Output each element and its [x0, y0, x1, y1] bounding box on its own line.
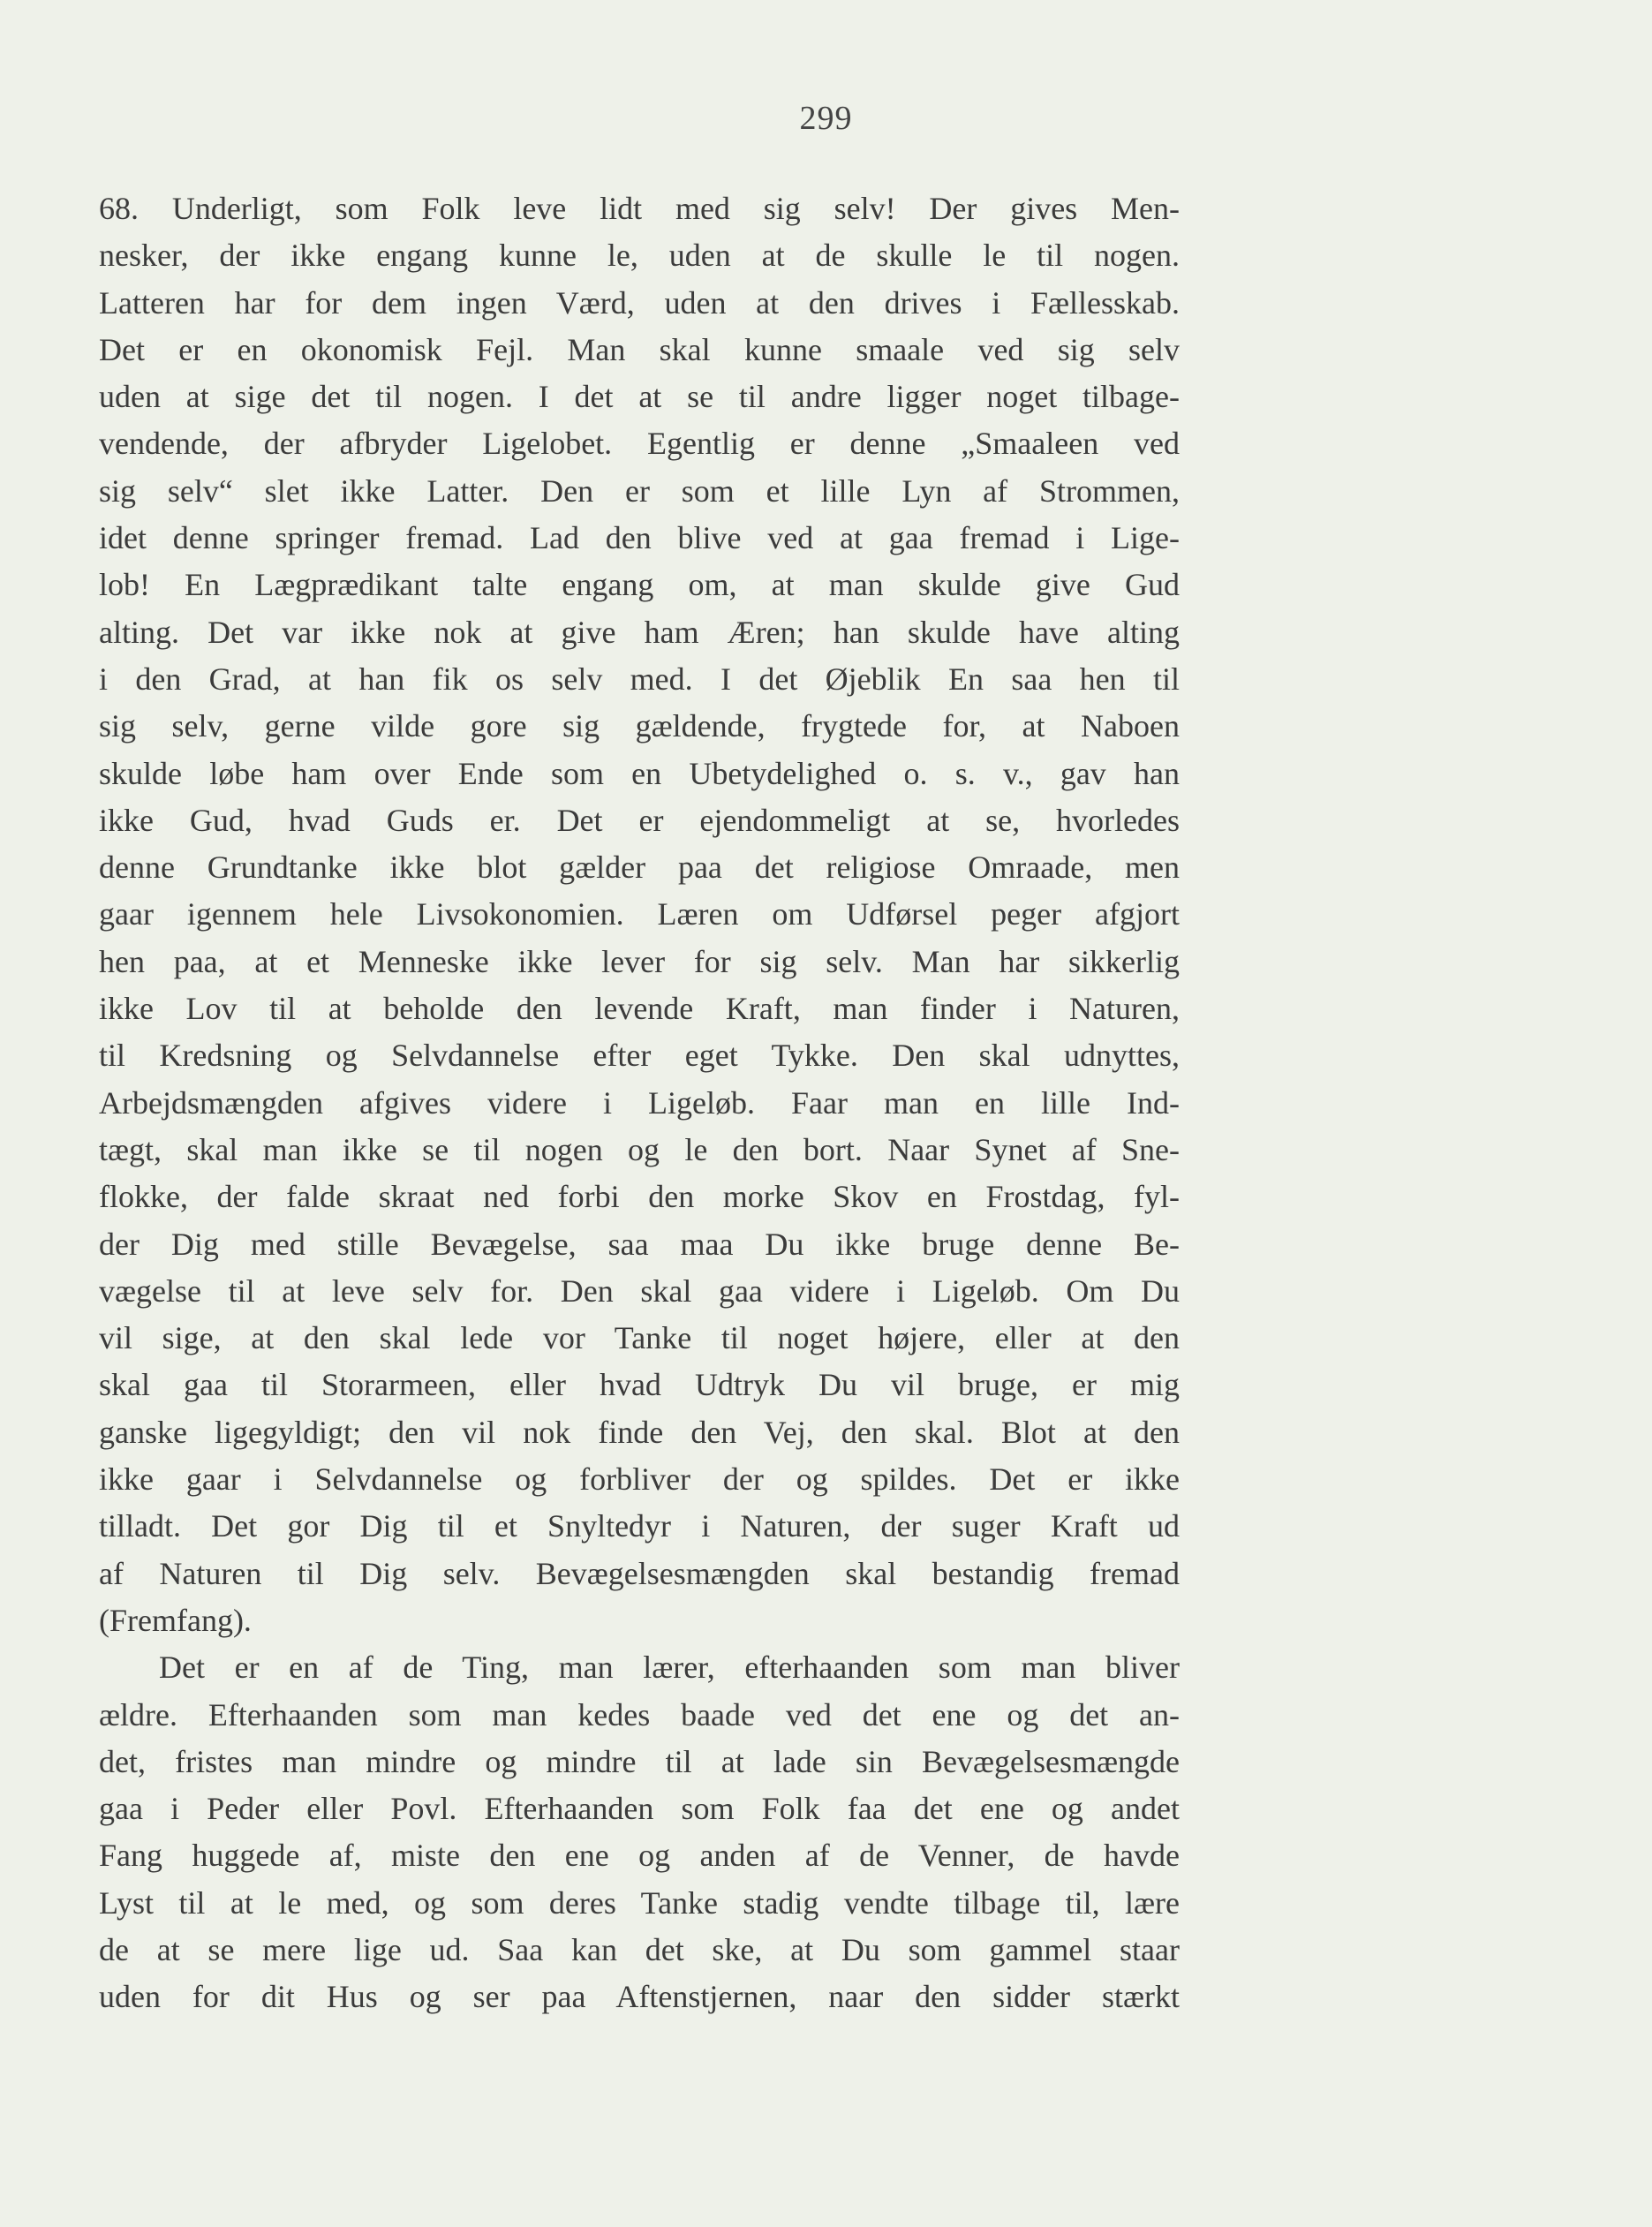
text-line: uden for dit Hus og ser paa Aftenstjernen, naar den sidder stærkt [99, 1979, 1180, 2015]
text-line: skal gaa til Storarmeen, eller hvad Udtryk Du vil bruge, er mig [99, 1367, 1180, 1403]
text-line: ikke gaar i Selvdannelse og forbliver der og spildes. Det er ikke [99, 1461, 1180, 1498]
page-number: 299 [799, 100, 853, 137]
text-line: tægt, skal man ikke se til nogen og le den bort. Naar Synet af Sne- [99, 1131, 1180, 1167]
text-line: flokke, der falde skraat ned forbi den morke Skov en Frostdag, fyl- [99, 1179, 1180, 1215]
text-line: idet denne springer fremad. Lad den blive ved at gaa fremad i Lige- [99, 520, 1180, 556]
text-line: Det er en af de Ting, man lærer, efterhaanden som man bliver [159, 1649, 1180, 1686]
text-line: vil sige, at den skal lede vor Tanke til noget højere, eller at den [99, 1320, 1180, 1356]
text-line: til Kredsning og Selvdannelse efter eget Tykke. Den skal udnyttes, [99, 1038, 1180, 1074]
text-line: Lyst til at le med, og som deres Tanke stadig vendte tilbage til, lære [99, 1884, 1180, 1921]
text-line: sig selv“ slet ikke Latter. Den er som et lille Lyn af Strommen, [99, 472, 1180, 509]
text-line: vendende, der afbryder Ligelobet. Egentlig er denne „Smaaleen ved [99, 426, 1180, 462]
text-line: af Naturen til Dig selv. Bevægelsesmængden skal bestandig fremad [99, 1555, 1180, 1591]
text-line: vægelse til at leve selv for. Den skal gaa videre i Ligeløb. Om Du [99, 1272, 1180, 1309]
text-line: skulde løbe ham over Ende som en Ubetydelighed o. s. v., gav han [99, 755, 1180, 791]
text-line: denne Grundtanke ikke blot gælder paa det religiose Omraade, men [99, 849, 1180, 886]
text-line: hen paa, at et Menneske ikke lever for sig selv. Man har sikkerlig [99, 943, 1180, 979]
text-line: gaar igennem hele Livsokonomien. Læren om Udførsel peger afgjort [99, 896, 1180, 932]
text-line: alting. Det var ikke nok at give ham Æren; han skulde have alting [99, 614, 1180, 650]
text-line: der Dig med stille Bevægelse, saa maa Du ikke bruge denne Be- [99, 1226, 1180, 1262]
text-line: i den Grad, at han fik os selv med. I det Øjeblik En saa hen til [99, 661, 1180, 697]
paragraph [99, 185, 1180, 1644]
text-line: nesker, der ikke engang kunne le, uden at de skulle le til nogen. [99, 238, 1180, 274]
text-line: gaa i Peder eller Povl. Efterhaanden som Folk faa det ene og andet [99, 1791, 1180, 1827]
text-line: Arbejdsmængden afgives videre i Ligeløb. Faar man en lille Ind- [99, 1084, 1180, 1121]
text-line: tilladt. Det gor Dig til et Snyltedyr i Naturen, der suger Kraft ud [99, 1508, 1180, 1544]
text-line: ikke Gud, hvad Guds er. Det er ejendommeligt at se, hvorledes [99, 802, 1180, 838]
text-line: (Fremfang). [99, 1602, 252, 1638]
text-line: 68. Underligt, som Folk leve lidt med sig selv! Der gives Men- [99, 191, 1180, 226]
text-line: lob! En Lægprædikant talte engang om, at man skulde give Gud [99, 567, 1180, 603]
text-line: Latteren har for dem ingen Værd, uden at den drives i Fællesskab. [99, 284, 1180, 321]
text-line: det, fristes man mindre og mindre til at lade sin Bevægelsesmængde [99, 1743, 1180, 1779]
text-line: uden at sige det til nogen. I det at se til andre ligger noget tilbage- [99, 379, 1180, 415]
text-line: de at se mere lige ud. Saa kan det ske, at Du som gammel staar [99, 1931, 1180, 1967]
body-text [99, 185, 1180, 2021]
text-line: ældre. Efterhaanden som man kedes baade ved det ene og det an- [99, 1696, 1180, 1733]
paragraph [99, 1644, 1180, 2020]
text-line: Det er en okonomisk Fejl. Man skal kunne smaale ved sig selv [99, 331, 1180, 367]
text-line: Fang huggede af, miste den ene og anden af de Venner, de havde [99, 1838, 1180, 1874]
text-line: ikke Lov til at beholde den levende Kraft, man finder i Naturen, [99, 991, 1180, 1027]
text-line: ganske ligegyldigt; den vil nok finde den Vej, den skal. Blot at den [99, 1414, 1180, 1450]
text-line: sig selv, gerne vilde gore sig gældende, frygtede for, at Naboen [99, 708, 1180, 744]
